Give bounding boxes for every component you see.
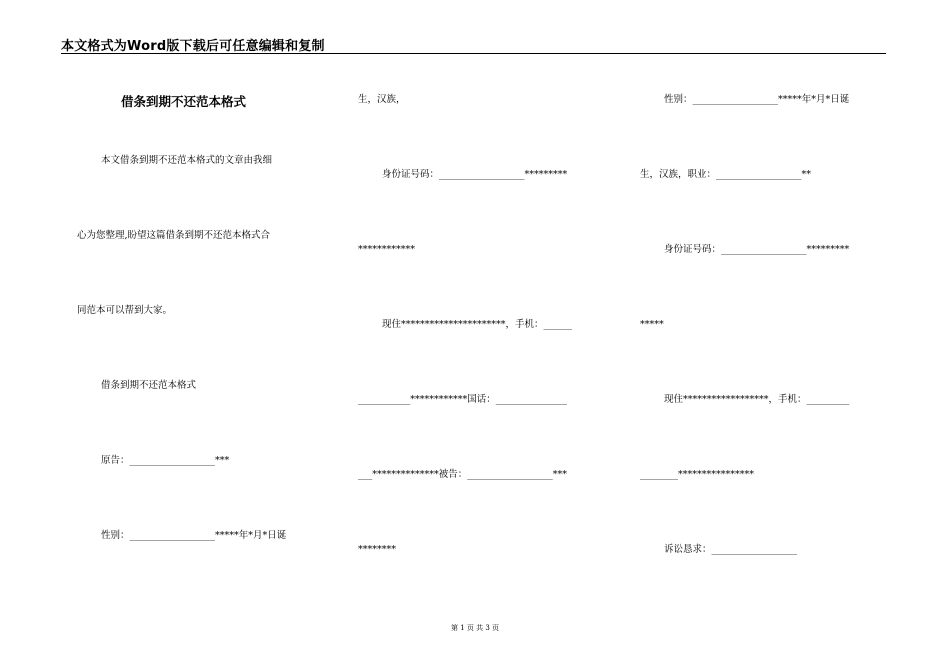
paragraph-line: ******** bbox=[358, 544, 396, 555]
gender-line: 性别：__________________*****年*月*日诞 bbox=[101, 530, 287, 541]
address-line: 现住**********************，手机：______ bbox=[382, 319, 573, 330]
paragraph-line: ________**************** bbox=[640, 469, 754, 480]
page-header bbox=[61, 34, 886, 54]
id-number-line: 身份证号码：__________________********* bbox=[664, 244, 850, 255]
page-indicator: 第 1 页 共 3 页 bbox=[450, 624, 500, 632]
gender-line: 性别：__________________*****年*月*日诞 bbox=[664, 94, 850, 105]
paragraph-line: 同范本可以帮到大家。 bbox=[77, 305, 173, 316]
document-title: 借条到期不还范本格式 bbox=[121, 94, 247, 109]
id-number-line: 身份证号码：__________________********* bbox=[382, 169, 568, 180]
plaintiff-line: 原告：__________________*** bbox=[101, 455, 230, 466]
paragraph-line: ___________************国话：_______________ bbox=[358, 394, 568, 405]
defendant-line: ___**************被告：__________________*** bbox=[358, 469, 568, 480]
claims-line: 诉讼恳求：__________________ bbox=[664, 544, 798, 555]
paragraph-line: 心为您整理,盼望这篇借条到期不还范本格式合 bbox=[77, 230, 271, 241]
paragraph-line: ***** bbox=[640, 319, 664, 330]
occupation-line: 生，汉族，职业：__________________** bbox=[640, 169, 812, 180]
paragraph-line: ************ bbox=[358, 244, 415, 255]
address-line: 现住******************，手机：_________ bbox=[664, 394, 850, 405]
section-heading: 借条到期不还范本格式 bbox=[101, 380, 197, 391]
header-text: 本文格式为Word版下载后可任意编辑和复制 bbox=[61, 39, 325, 54]
paragraph-line: 本文借条到期不还范本格式的文章由我细 bbox=[101, 155, 273, 166]
paragraph-line: 生，汉族， bbox=[358, 94, 406, 105]
